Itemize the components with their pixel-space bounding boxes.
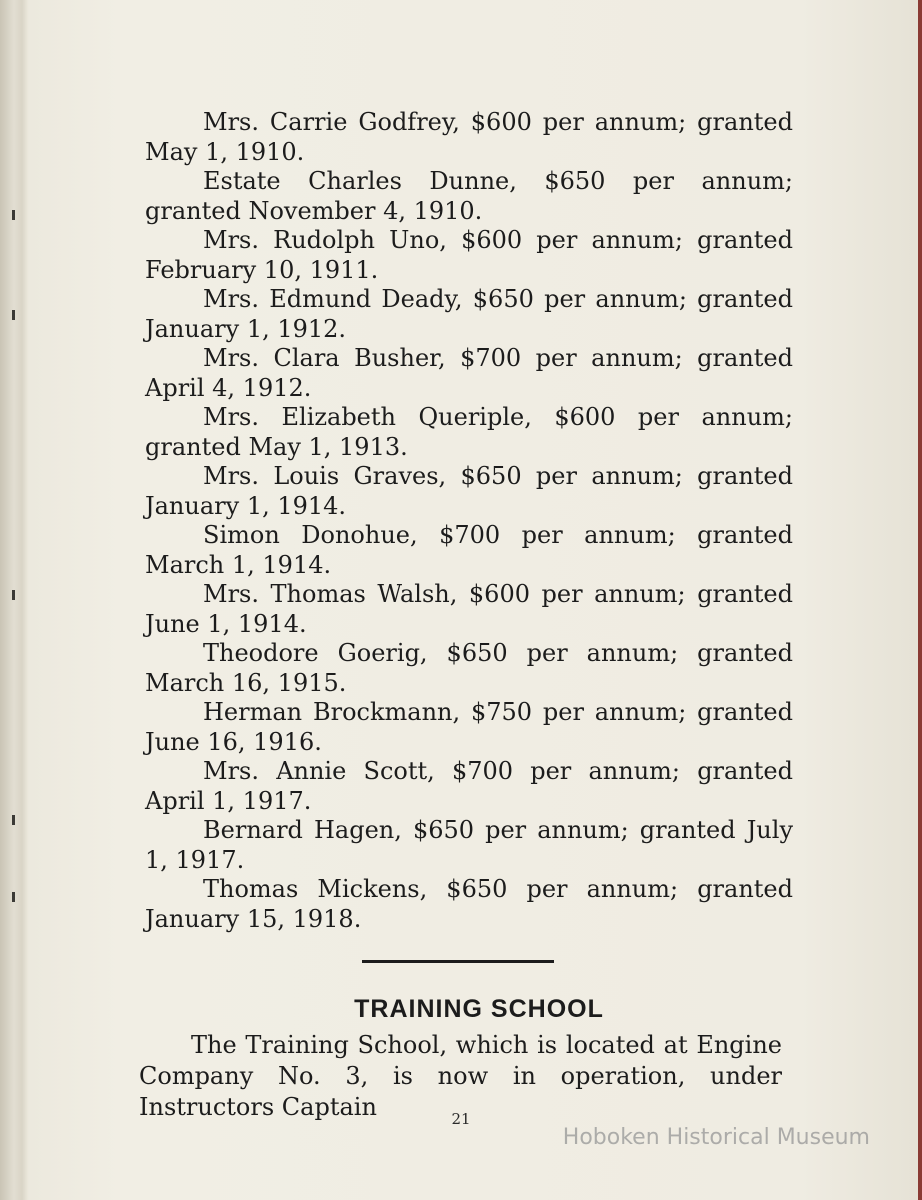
pension-entry: Simon Donohue, $700 per annum; granted March 1, 1914. bbox=[145, 521, 793, 579]
binding-stitch bbox=[12, 310, 15, 320]
binding-stitch bbox=[12, 815, 15, 825]
pension-entry: Mrs. Carrie Godfrey, $600 per annum; granted May 1, 1910. bbox=[145, 108, 793, 166]
pension-entry: Mrs. Edmund Deady, $650 per annum; granted January 1, 1912. bbox=[145, 285, 793, 343]
section-heading: TRAINING SCHOOL bbox=[354, 995, 604, 1023]
binding-stitch bbox=[12, 892, 15, 902]
section-paragraph: The Training School, which is located at Engine Company No. 3, is now in operation, under Instructors Captain bbox=[139, 1031, 782, 1121]
page-number: 21 bbox=[451, 1110, 471, 1128]
watermark: Hoboken Historical Museum bbox=[562, 1125, 870, 1150]
pension-entry: Mrs. Rudolph Uno, $600 per annum; granted February 10, 1911. bbox=[145, 226, 793, 284]
binding-stitch bbox=[12, 210, 15, 220]
pension-entry: Thomas Mickens, $650 per annum; granted January 15, 1918. bbox=[145, 875, 793, 933]
pension-entry: Mrs. Clara Busher, $700 per annum; granted April 4, 1912. bbox=[145, 344, 793, 402]
pension-entry: Mrs. Louis Graves, $650 per annum; granted January 1, 1914. bbox=[145, 462, 793, 520]
binding-stitch bbox=[12, 590, 15, 600]
pension-entries bbox=[145, 108, 793, 934]
pension-entry: Mrs. Elizabeth Queriple, $600 per annum; granted May 1, 1913. bbox=[145, 403, 793, 461]
pension-entry: Bernard Hagen, $650 per annum; granted July 1, 1917. bbox=[145, 816, 793, 874]
section-divider bbox=[362, 960, 554, 963]
pension-entry: Theodore Goerig, $650 per annum; granted March 16, 1915. bbox=[145, 639, 793, 697]
pension-entry: Mrs. Thomas Walsh, $600 per annum; granted June 1, 1914. bbox=[145, 580, 793, 638]
pension-entry: Mrs. Annie Scott, $700 per annum; granted April 1, 1917. bbox=[145, 757, 793, 815]
pension-entry: Herman Brockmann, $750 per annum; granted June 16, 1916. bbox=[145, 698, 793, 756]
pension-entry: Estate Charles Dunne, $650 per annum; granted November 4, 1910. bbox=[145, 167, 793, 225]
